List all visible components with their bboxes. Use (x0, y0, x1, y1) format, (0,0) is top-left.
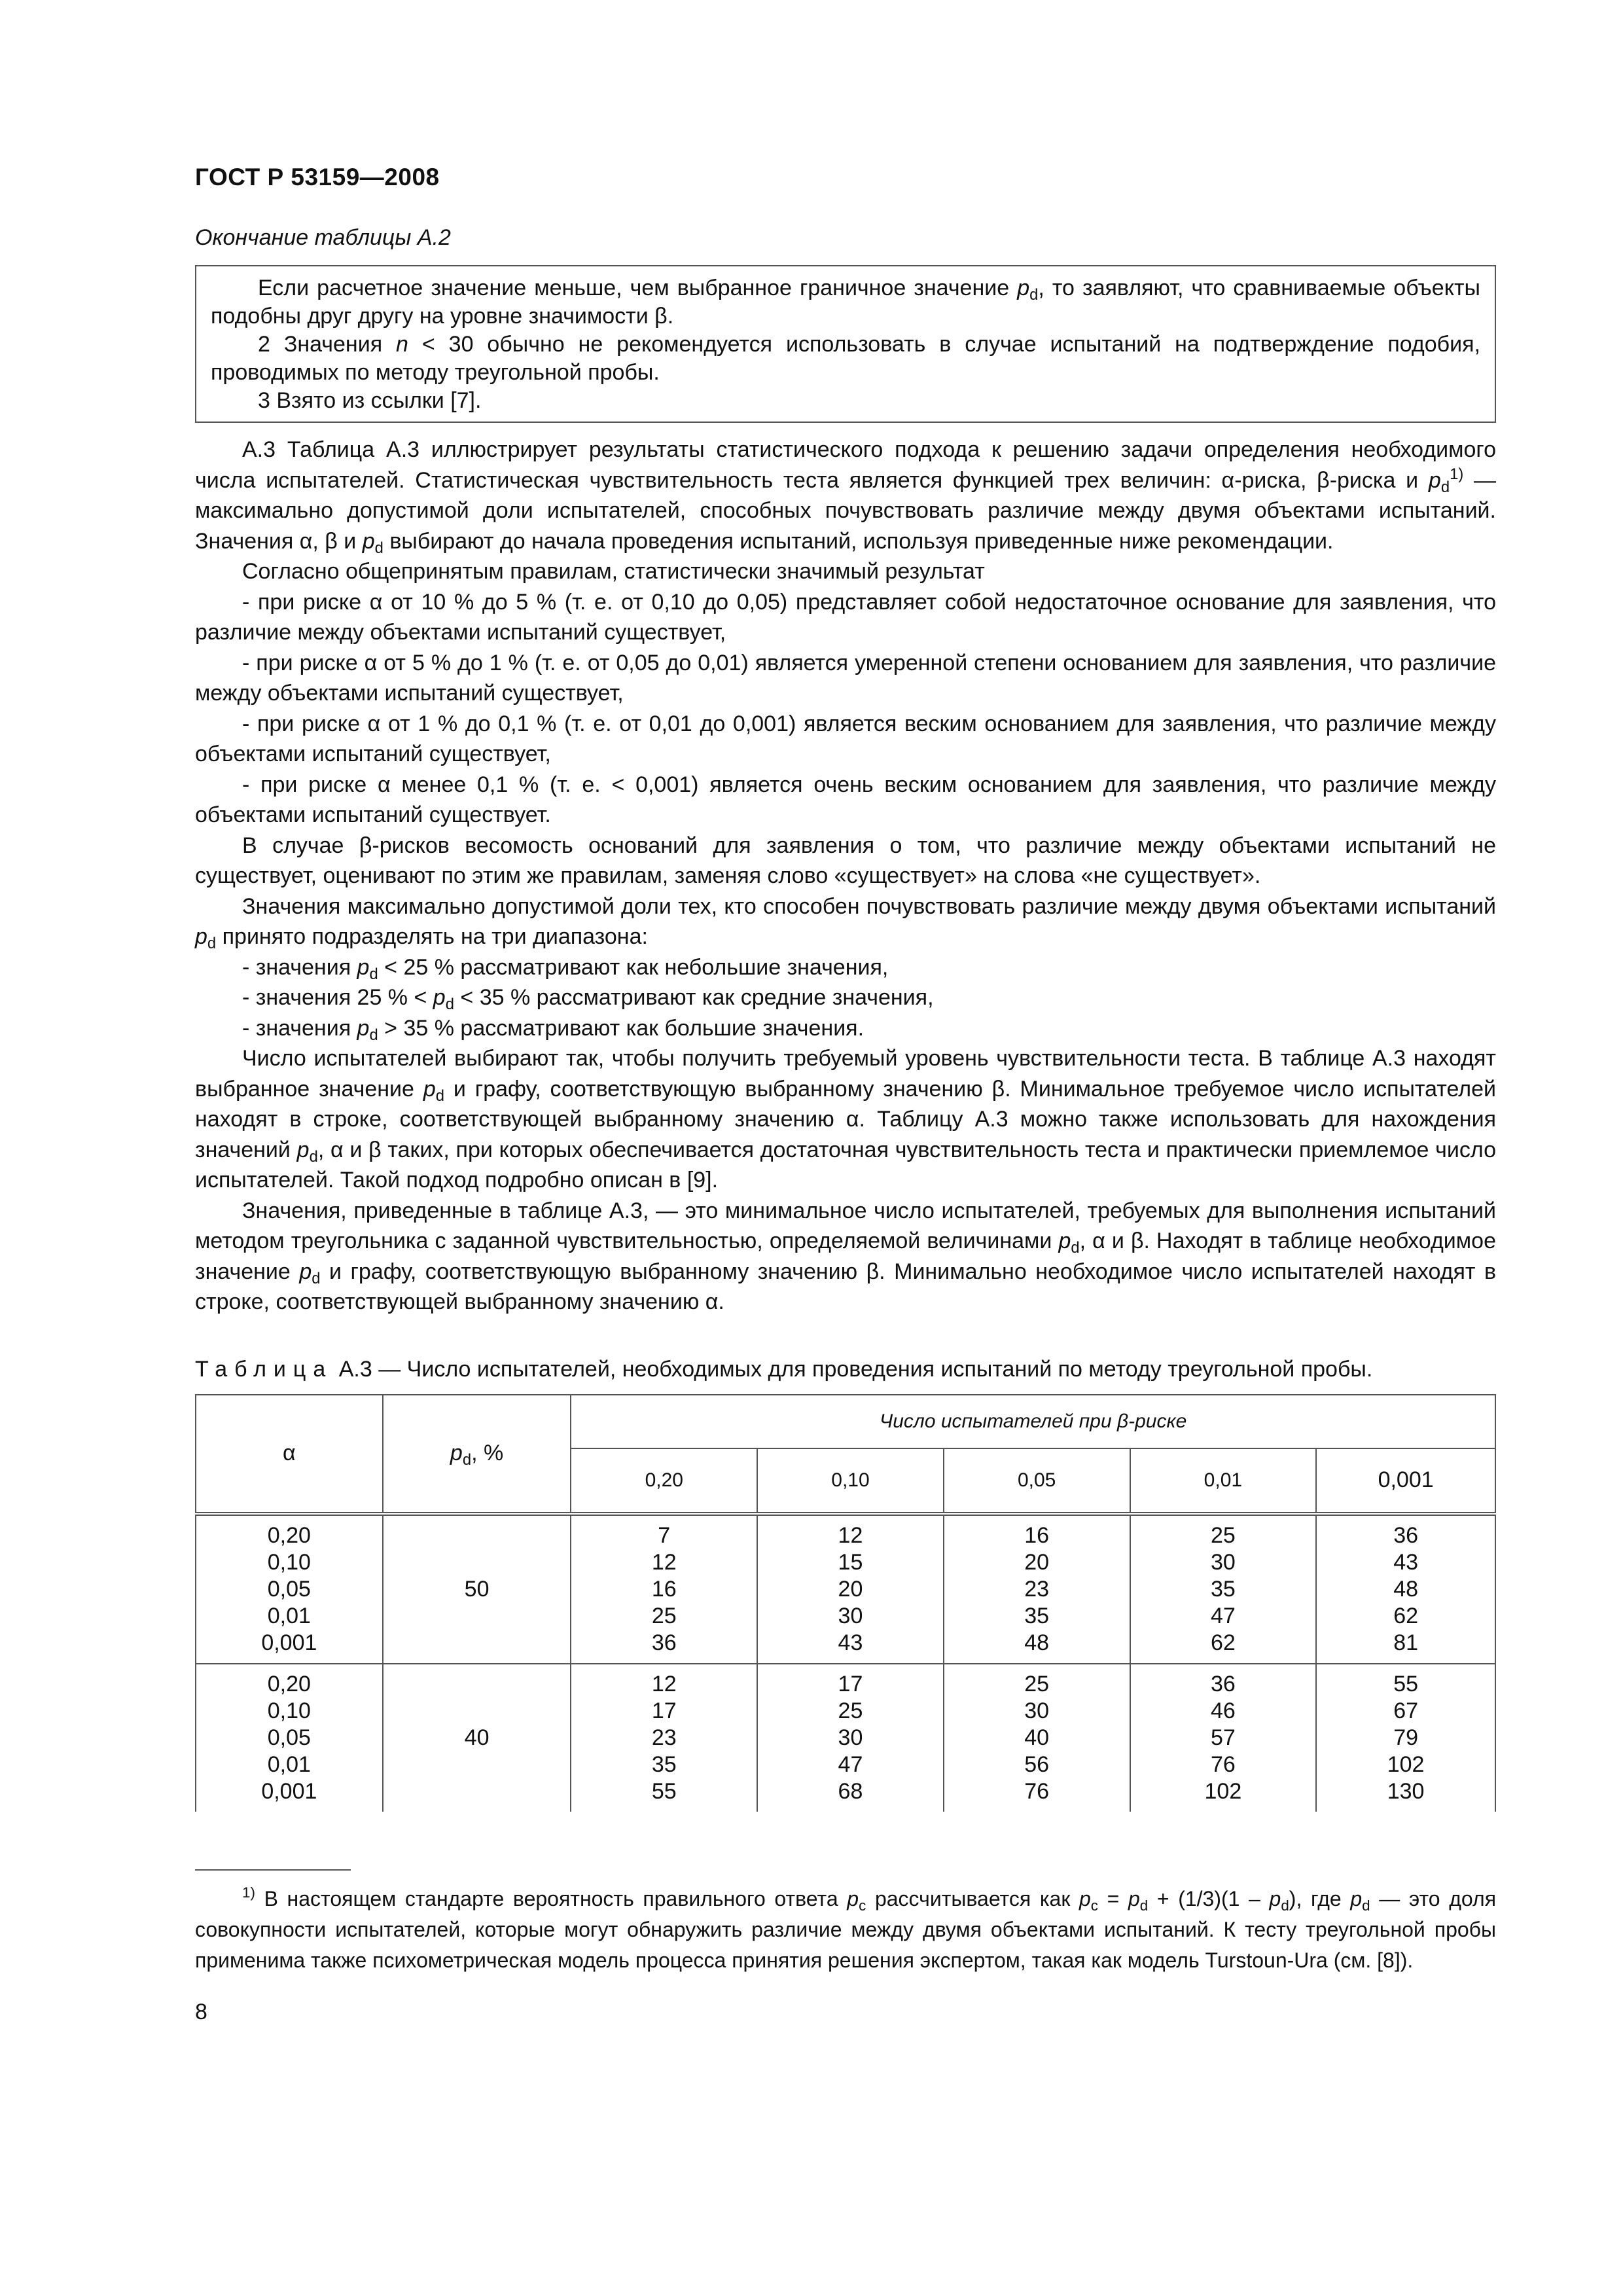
note-1: Если расчетное значение меньше, чем выбранное граничное значение $p_d$, то заявляют, что сравниваемые объекты подобны друг другу на уровне значимости β. (211, 276, 1480, 329)
paragraph-beta: В случае β-рисков весомость оснований для заявления о том, что различие между объектами испытаний не существует, оценивают по этим же правилам, заменяя слово «существует» на слова «не существует». (195, 833, 1496, 888)
range-1: - значения $p_d < 25$ % рассматривают как небольшие значения, (242, 954, 889, 983)
range-3: - значения $p_d > 35$ % рассматривают как большие значения. (242, 1015, 865, 1044)
page-number: 8 (195, 1999, 207, 2024)
header-alpha: α (196, 1395, 383, 1514)
bullet-3: - при риске α от 1 % до 0,1 % (т. е. от 0,01 до 0,001) является веским основанием для заявления, что различие между объектами испытаний существует, (195, 711, 1496, 766)
beta-col-values: 55 67 79 102 130 (1316, 1664, 1495, 1812)
header-beta-0-20: 0,20 (571, 1448, 757, 1514)
footnote: $^{1)}$ В настоящем стандарте вероятность правильного ответа $p_c$ рассчитывается как $p_c = p_d + (1/3)(1 - p_d)$, где $p_d$ — это доля совокупности испытателей, которые могут обнаружить различие между двумя объектами испытаний. К тесту треугольной пробы применима также психометрическая модель процесса принятия решения экспертом, такая как модель Turstoun-Ura (см. [8]). (195, 1884, 1497, 1972)
header-beta-0-10: 0,10 (757, 1448, 944, 1514)
beta-col-values: 25 30 35 47 62 (1130, 1514, 1317, 1664)
table-a3-caption: Таблица А.3 — Число испытателей, необходимых для проведения испытаний по методу треугольной пробы. (195, 1356, 1373, 1382)
table-group-pd-50 (196, 1514, 1495, 1664)
paragraph-values: Значения, приведенные в таблице А.3, — это минимальное число испытателей, требуемых для выполнения испытаний методом треугольника с заданной чувствительностью, определяемой величинами $p_d$, α и β. Находят в таблице необходимое значение $p_d$ и графу, соответствующую выбранному значению β. Минимально необходимое число испытателей находят в строке, соответствующей выбранному значению α. (195, 1198, 1496, 1314)
body-text (195, 435, 1496, 1318)
table-a2-end-caption: Окончание таблицы А.2 (195, 225, 451, 250)
footnote-separator (195, 1869, 351, 1871)
footnote-ref: 1) (1450, 465, 1464, 483)
beta-col-values: 36 46 57 76 102 (1130, 1664, 1317, 1812)
range-2: - значения 25 % < $p_d < 35$ % рассматривают как средние значения, (242, 985, 934, 1013)
standard-header: ГОСТ Р 53159—2008 (195, 164, 440, 190)
header-beta-0-001: 0,001 (1316, 1448, 1495, 1514)
note-3: 3 Взято из ссылки [7]. (258, 388, 482, 413)
beta-col-values: 36 43 48 62 81 (1316, 1514, 1495, 1664)
paragraph-a3: А.3 Таблица А.3 иллюстрирует результаты статистического подхода к решению задачи определения необходимого числа испытателей. Статистическая чувствительность теста является функцией трех величин: α-риска, β-риска и $p_d^{1)}$ — максимально допустимой доли испытателей, способных почувствовать различие между двумя объектами испытаний. Значения α, β и $p_d$ выбирают до начала проведения испытаний, используя приведенные ниже рекомендации. (195, 437, 1497, 557)
pd-value: 40 (383, 1664, 571, 1812)
beta-col-values: 25 30 40 56 76 (944, 1664, 1130, 1812)
table-a3 (195, 1394, 1496, 1812)
table-a2-notes-box (195, 265, 1496, 423)
note-2: 2 Значения n < 30 обычно не рекомендуется использовать в случае испытаний на подтверждение подобия, проводимых по методу треугольной пробы. (211, 332, 1480, 385)
header-beta-group: Число испытателей при β-риске (571, 1395, 1495, 1448)
document-page (195, 164, 1496, 2025)
beta-col-values: 12 15 20 30 43 (757, 1514, 944, 1664)
alpha-values: 0,20 0,10 0,05 0,01 0,001 (196, 1664, 383, 1812)
table-group-pd-40 (196, 1664, 1495, 1812)
beta-col-values: 12 17 23 35 55 (571, 1664, 757, 1812)
pd-value: 50 (383, 1514, 571, 1664)
header-beta-0-01: 0,01 (1130, 1448, 1317, 1514)
paragraph-rules: Согласно общепринятым правилам, статистически значимый результат (242, 559, 985, 584)
beta-col-values: 17 25 30 47 68 (757, 1664, 944, 1812)
paragraph-ranges: Значения максимально допустимой доли тех, кто способен почувствовать различие между двумя объектами испытаний $p_d$ принято подразделять на три диапазона: (195, 893, 1496, 952)
beta-col-values: 7 12 16 25 36 (571, 1514, 757, 1664)
header-pd: $p_d$, % (383, 1395, 571, 1514)
header-beta-0-05: 0,05 (944, 1448, 1130, 1514)
bullet-1: - при риске α от 10 % до 5 % (т. е. от 0,10 до 0,05) представляет собой недостаточное основание для заявления, что различие между объектами испытаний существует, (195, 589, 1496, 645)
bullet-4: - при риске α менее 0,1 % (т. е. < 0,001) является очень веским основанием для заявления, что различие между объектами испытаний существует. (195, 772, 1496, 827)
paragraph-choose: Число испытателей выбирают так, чтобы получить требуемый уровень чувствительности теста. В таблице А.3 находят выбранное значение $p_d$ и графу, соответствующую выбранному значению β. Минимальное требуемое число испытателей находят в строке, соответствующей выбранному значению α. Таблицу А.3 можно также использовать для нахождения значений $p_d$, α и β таких, при которых обеспечивается достаточная чувствительность теста и практически приемлемое число испытателей. Такой подход подробно описан в [9]. (195, 1046, 1497, 1193)
beta-col-values: 16 20 23 35 48 (944, 1514, 1130, 1664)
alpha-values: 0,20 0,10 0,05 0,01 0,001 (196, 1514, 383, 1664)
bullet-2: - при риске α от 5 % до 1 % (т. е. от 0,05 до 0,01) является умеренной степени основанием для заявления, что различие между объектами испытаний существует, (195, 650, 1496, 706)
